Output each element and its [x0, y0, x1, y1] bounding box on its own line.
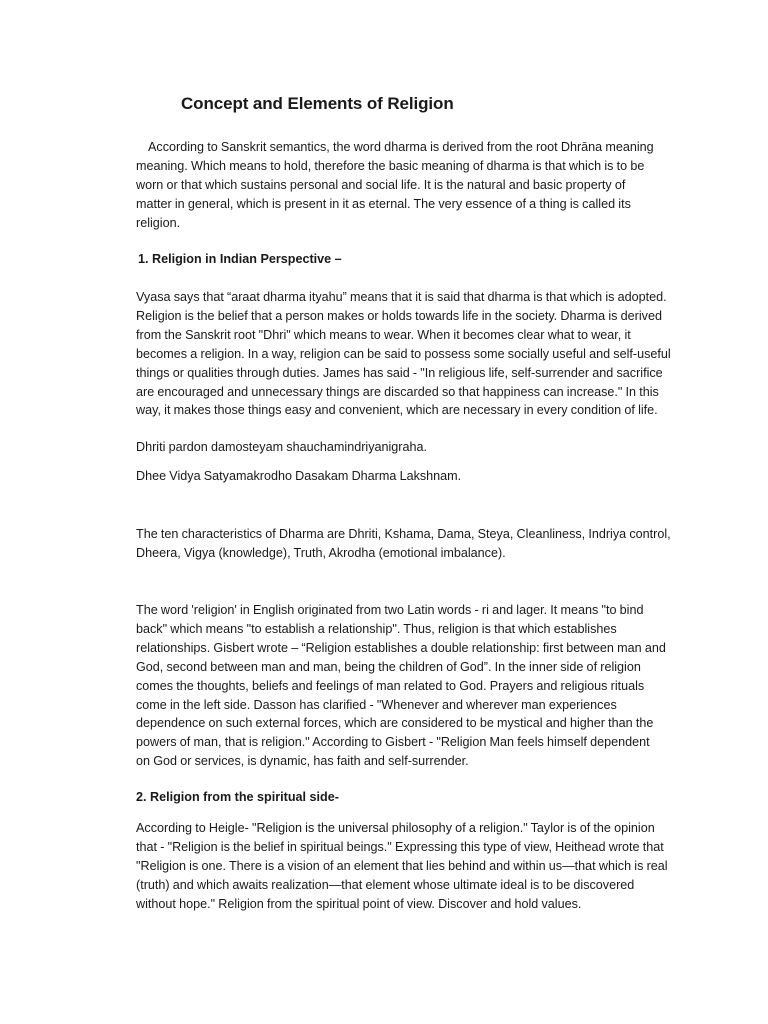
text-line: becomes a religion. In a way, religion can be said to possess some socially useful and self-useful [136, 346, 671, 361]
text-line: back" which means "to establish a relationship". Thus, religion is that which establishes [136, 621, 617, 636]
verse-line-1: Dhriti pardon damosteyam shauchamindriyanigraha. [136, 440, 428, 454]
text-line: The ten characteristics of Dharma are Dhriti, Kshama, Dama, Steya, Cleanliness, Indriya control, [136, 527, 671, 541]
spiritual-side-paragraph [136, 819, 684, 914]
text-line: Dheera, Vigya (knowledge), Truth, Akrodha (emotional imbalance). [136, 545, 506, 560]
religion-word-origin-paragraph [136, 601, 684, 771]
verse-line-2: Dhee Vidya Satyamakrodho Dasakam Dharma Lakshnam. [136, 469, 462, 483]
text-line: According to Sanskrit semantics, the word dharma is derived from the root Dhrāna meaning [148, 140, 654, 154]
text-line: comes the thoughts, beliefs and feelings of man related to God. Prayers and religious rituals [136, 678, 645, 693]
section-heading-spiritual-side: 2. Religion from the spiritual side- [136, 790, 339, 804]
text-line: relationships. Gisbert wrote – “Religion establishes a double relationship: first between man and [136, 640, 666, 655]
text-line: matter in general, which is present in it as eternal. The very essence of a thing is called its [136, 196, 631, 211]
text-line: worn or that which sustains personal and social life. It is the natural and basic property of [136, 177, 626, 192]
text-line: (truth) and which awaits realization—that element whose ultimate ideal is to be discovered [136, 877, 635, 892]
text-line: powers of man, that is religion." According to Gisbert - "Religion Man feels himself dependent [136, 735, 650, 750]
text-line: According to Heigle- "Religion is the universal philosophy of a religion." Taylor is of the opinion [136, 821, 655, 835]
text-line: on God or services, is dynamic, has faith and self-surrender. [136, 754, 469, 769]
text-line: that - "Religion is the belief in spiritual beings." Expressing this type of view, Heithead wrote that [136, 839, 664, 854]
text-line: are encouraged and unnecessary things are discarded so that happiness can increase." In this [136, 384, 659, 399]
text-line: way, it makes those things easy and convenient, which are necessary in every condition of life. [136, 403, 658, 418]
section-heading-indian-perspective: 1. Religion in Indian Perspective – [138, 252, 342, 266]
intro-paragraph [136, 138, 684, 233]
text-line: without hope." Religion from the spiritual point of view. Discover and hold values. [136, 896, 582, 911]
text-line: come in the left side. Dasson has clarified - "Whenever and wherever man experiences [136, 697, 617, 712]
ten-characteristics-paragraph [136, 525, 684, 563]
text-line: dependence on such external forces, which are considered to be mystical and higher than the [136, 716, 654, 731]
text-line: The word 'religion' in English originated from two Latin words - ri and lager. It means "to bind [136, 603, 644, 617]
text-line: "Religion is one. There is a vision of an element that lies behind and within us—that which is real [136, 858, 668, 873]
text-line: meaning. Which means to hold, therefore the basic meaning of dharma is that which is to be [136, 158, 645, 173]
text-line: from the Sanskrit root "Dhri" which means to wear. When it becomes clear what to wear, it [136, 327, 631, 342]
text-line: things or qualities through duties. James has said - "In religious life, self-surrender and sacrifice [136, 365, 663, 380]
text-line: religion. [136, 215, 181, 230]
text-line: Religion is the belief that a person makes or holds towards life in the society. Dharma is derived [136, 308, 662, 323]
text-line: God, second between man and man, being the children of God”. In the inner side of religion [136, 659, 641, 674]
indian-perspective-paragraph [136, 288, 684, 420]
page-title: Concept and Elements of Religion [181, 94, 454, 113]
text-line: Vyasa says that “araat dharma ityahu” means that it is said that dharma is that which is adopted. [136, 290, 667, 304]
